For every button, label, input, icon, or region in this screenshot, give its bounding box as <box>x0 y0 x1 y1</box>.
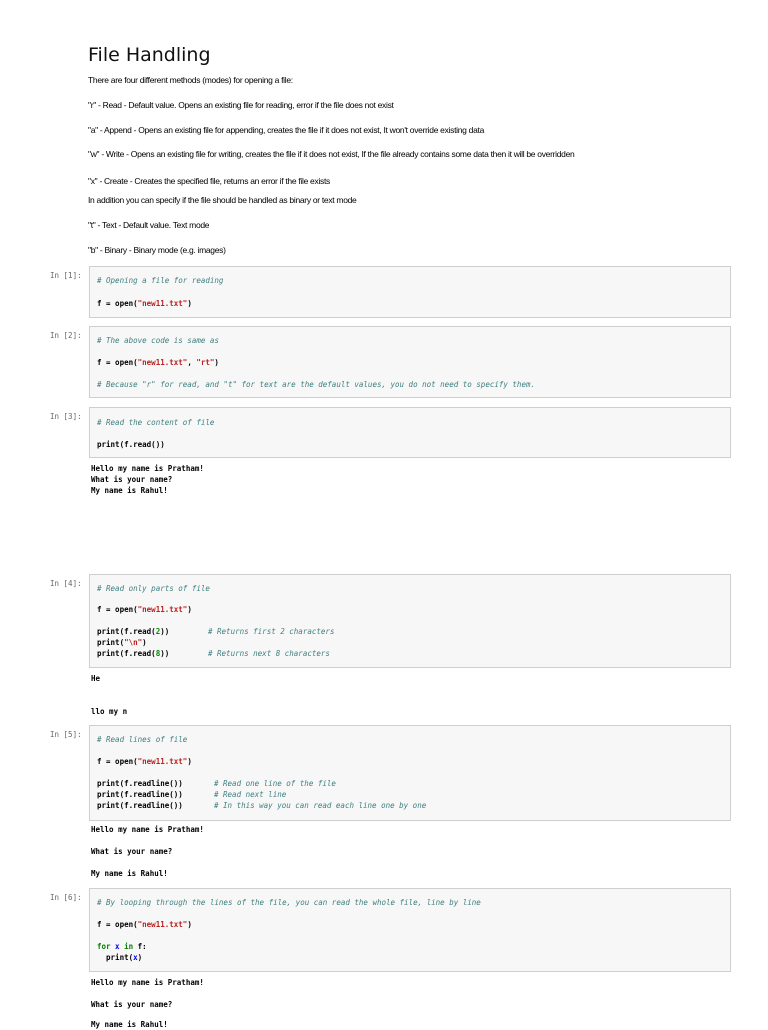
cell-prompt: In [1]: <box>50 271 82 280</box>
code-line: f = open("new11.txt") <box>97 920 192 929</box>
code-comment: # Read lines of file <box>97 735 188 744</box>
cell-output: Hello my name is Pratham! <box>91 464 204 473</box>
code-line: print(f.readline()) <box>97 790 183 799</box>
mode-r-text: "r" - Read - Default value. Opens an existing file for reading, error if the file does not exist <box>88 100 394 110</box>
code-cell[interactable] <box>89 407 731 458</box>
code-line: f = open("new11.txt") <box>97 605 192 614</box>
intro-text: There are four different methods (modes) for opening a file: <box>88 75 293 85</box>
code-line: f = open("new11.txt") <box>97 299 192 308</box>
page-title: File Handling <box>88 44 211 66</box>
code-comment: # Read one line of the file <box>214 779 336 788</box>
cell-prompt: In [5]: <box>50 730 82 739</box>
code-comment: # Returns next 8 characters <box>208 649 330 658</box>
cell-output: llo my n <box>91 707 128 716</box>
cell-output: My name is Rahul! <box>91 486 168 495</box>
code-line: f = open("new11.txt") <box>97 757 192 766</box>
code-line: print(f.read()) <box>97 440 165 449</box>
code-cell[interactable] <box>89 266 731 318</box>
code-comment: # Returns first 2 characters <box>208 627 335 636</box>
mode-w-text: "w" - Write - Opens an existing file for writing, creates the file if it does not exist, If the file already contains some data then it will be overridden <box>88 149 575 159</box>
mode-b-text: "b" - Binary - Binary mode (e.g. images) <box>88 245 226 255</box>
cell-output: My name is Rahul! <box>91 869 168 878</box>
code-comment: # Opening a file for reading <box>97 276 224 285</box>
cell-prompt: In [6]: <box>50 893 82 902</box>
code-line: print(f.readline()) <box>97 801 183 810</box>
code-cell[interactable] <box>89 888 731 972</box>
mode-x-text: "x" - Create - Creates the specified file, returns an error if the file exists <box>88 176 330 186</box>
code-comment: # By looping through the lines of the file, you can read the whole file, line by line <box>97 898 481 907</box>
cell-output: Hello my name is Pratham! <box>91 978 204 987</box>
mode-t-text: "t" - Text - Default value. Text mode <box>88 220 210 230</box>
cell-output: Hello my name is Pratham! <box>91 825 204 834</box>
cell-output: My name is Rahul! <box>91 1020 168 1029</box>
cell-output: He <box>91 674 101 683</box>
code-line: f = open("new11.txt", "rt") <box>97 358 219 367</box>
cell-prompt: In [4]: <box>50 579 82 588</box>
cell-output: What is your name? <box>91 1000 173 1009</box>
code-comment: # Because "r" for read, and "t" for text are the default values, you do not need to specify them. <box>97 380 535 389</box>
code-cell[interactable] <box>89 574 731 668</box>
cell-output: What is your name? <box>91 847 173 856</box>
cell-prompt: In [3]: <box>50 412 82 421</box>
code-comment: # Read next line <box>214 790 287 799</box>
cell-output: What is your name? <box>91 475 173 484</box>
code-line: print(x) <box>97 953 143 962</box>
code-line: print(f.readline()) <box>97 779 183 788</box>
binary-intro-text: In addition you can specify if the file should be handled as binary or text mode <box>88 195 357 205</box>
code-line: print(f.read(8)) <box>97 649 170 658</box>
code-cell[interactable] <box>89 326 731 398</box>
code-comment: # Read the content of file <box>97 418 215 427</box>
code-line: print("\n") <box>97 638 147 647</box>
cell-prompt: In [2]: <box>50 331 82 340</box>
code-line: print(f.read(2)) <box>97 627 170 636</box>
code-comment: # The above code is same as <box>97 336 219 345</box>
code-line: for x in f: <box>97 942 147 951</box>
mode-a-text: "a" - Append - Opens an existing file for appending, creates the file if it does not exist, It won't override existing data <box>88 125 485 135</box>
code-comment: # In this way you can read each line one by one <box>214 801 427 810</box>
code-cell[interactable] <box>89 725 731 821</box>
code-comment: # Read only parts of file <box>97 584 210 593</box>
